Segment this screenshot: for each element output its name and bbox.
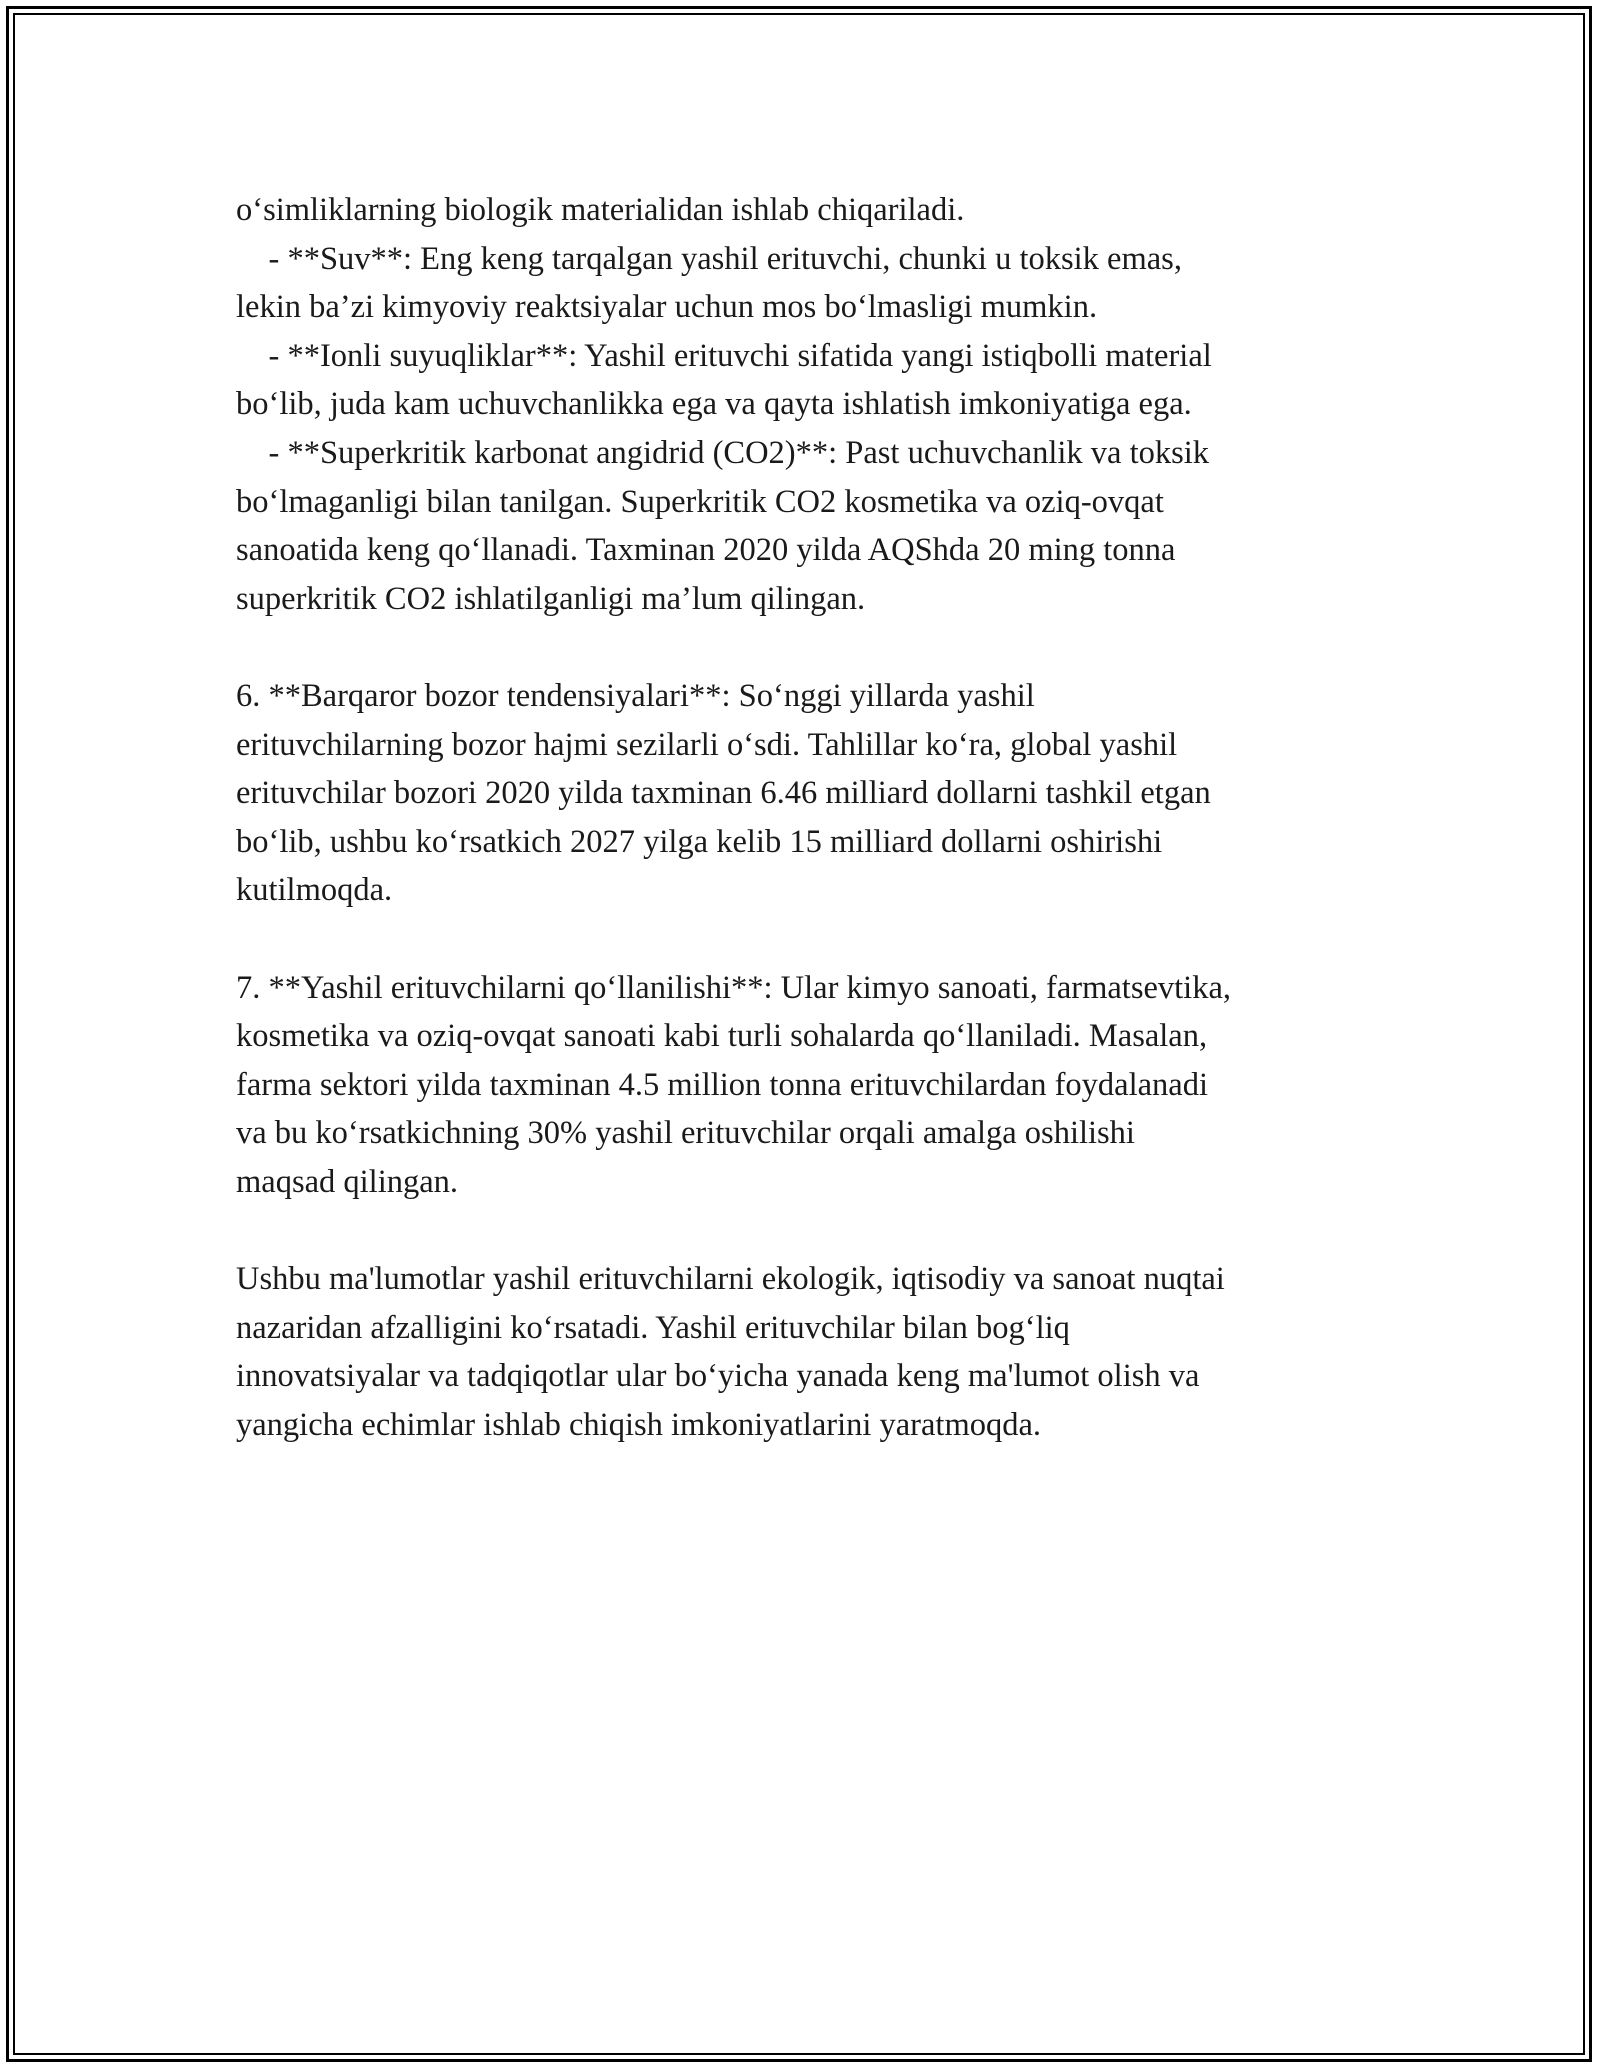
text-line: kutilmoqda. [236,872,393,909]
text-line: sanoatida keng qo‘llanadi. Taxminan 2020 yilda AQShda 20 ming tonna [236,532,1176,569]
paragraph-gap [236,915,1416,964]
text-line: kosmetika va oziq-ovqat sanoati kabi turli sohalarda qo‘llaniladi. Masalan, [236,1018,1208,1055]
paragraph-gap [236,1206,1416,1255]
text-line: va bu ko‘rsatkichning 30% yashil erituvchilar orqali amalga oshilishi [236,1115,1135,1152]
text-line: innovatsiyalar va tadqiqotlar ular bo‘yicha yanada keng ma'lumot olish va [236,1358,1200,1395]
text-line: yangicha echimlar ishlab chiqish imkoniyatlarini yaratmoqda. [236,1406,1042,1443]
text-line: erituvchilar bozori 2020 yilda taxminan 6.46 milliard dollarni tashkil etgan [236,775,1211,812]
text-line: erituvchilarning bozor hajmi sezilarli o‘sdi. Tahlillar ko‘ra, global yashil [236,726,1178,763]
document-body [236,186,1416,1449]
paragraph-gap [236,623,1416,672]
text-line: nazaridan afzalligini ko‘rsatadi. Yashil erituvchilar bilan bog‘liq [236,1309,1070,1346]
text-line: farma sektori yilda taxminan 4.5 million tonna erituvchilardan foydalanadi [236,1066,1209,1103]
text-line: o‘simliklarning biologik materialidan ishlab chiqariladi. [236,192,965,228]
text-line: 7. **Yashil erituvchilarni qo‘llanilishi**: Ular kimyo sanoati, farmatsevtika, [236,969,1231,1006]
text-line: superkritik CO2 ishlatilganligi ma’lum qilingan. [236,580,866,617]
text-line: maqsad qilingan. [236,1163,459,1200]
text-line: lekin ba’zi kimyoviy reaktsiyalar uchun mos bo‘lmasligi mumkin. [236,289,1098,326]
text-line: bo‘lmaganligi bilan tanilgan. Superkritik CO2 kosmetika va oziq-ovqat [236,483,1164,520]
text-line: bo‘lib, ushbu ko‘rsatkich 2027 yilga kelib 15 milliard dollarni oshirishi [236,823,1163,860]
text-line: - **Ionli suyuqliklar**: Yashil erituvchi sifatida yangi istiqbolli material [236,337,1212,374]
text-line: Ushbu ma'lumotlar yashil erituvchilarni ekologik, iqtisodiy va sanoat nuqtai [236,1261,1225,1298]
text-line: - **Superkritik karbonat angidrid (CO2)**: Past uchuvchanlik va toksik [236,434,1210,471]
text-line: bo‘lib, juda kam uchuvchanlikka ega va qayta ishlatish imkoniyatiga ega. [236,386,1192,423]
text-line: - **Suv**: Eng keng tarqalgan yashil erituvchi, chunki u toksik emas, [236,240,1182,277]
text-line: 6. **Barqaror bozor tendensiyalari**: So‘nggi yillarda yashil [236,677,1035,714]
